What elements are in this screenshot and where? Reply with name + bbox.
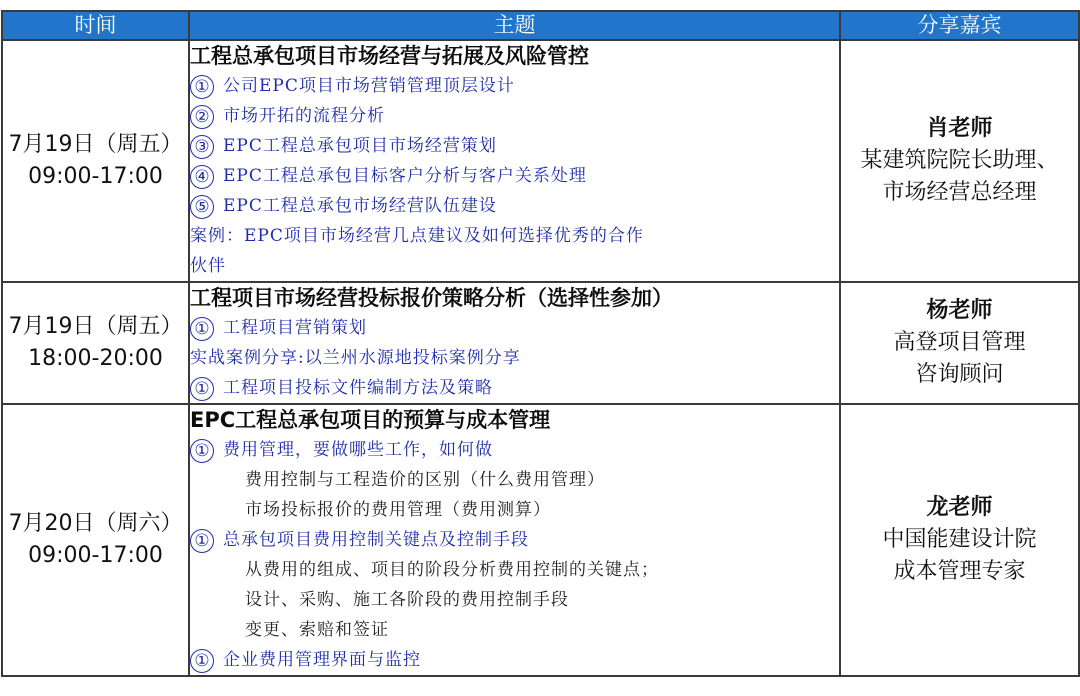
session-time-cell [2,404,189,676]
session-date: 7月19日（周五） [8,314,183,339]
topic-item [190,101,839,131]
item-text: 费用控制与工程造价的区别（什么费用管理） [245,470,605,490]
topic-item [190,525,839,555]
topic-item [190,343,839,373]
item-text: 费用管理，要做哪些工作，如何做 [223,440,493,460]
session-hours: 18:00-20:00 [28,346,163,371]
topic-item [190,71,839,101]
session-date: 7月19日（周五） [8,132,183,157]
header-row [2,11,1079,40]
item-number-marker: ① [190,377,214,401]
session-date: 7月20日（周六） [8,511,183,536]
topic-item [190,251,839,281]
session-hours: 09:00-17:00 [28,543,163,568]
item-number-marker: ③ [190,135,214,159]
item-text: 市场投标报价的费用管理（费用测算） [245,500,551,520]
speaker-title-line-2: 咨询顾问 [915,362,1004,387]
topic-item [190,645,839,675]
item-number-marker: ① [190,317,214,341]
topic-item [190,191,839,221]
item-text: 实战案例分享:以兰州水源地投标案例分享 [190,348,521,368]
item-number-marker: ① [190,75,214,99]
topic-item [190,161,839,191]
session-topic-cell [189,282,840,404]
topic-item [190,585,839,615]
item-text: 从费用的组成、项目的阶段分析费用控制的关键点； [245,560,659,580]
item-text: 伙伴 [190,256,226,276]
session-topic-cell [189,404,840,676]
speaker-title-line-2: 市场经营总经理 [882,180,1037,205]
topic-item [190,131,839,161]
item-text: 市场开拓的流程分析 [223,106,385,126]
speaker-title-line-1: 某建筑院院长助理、 [860,148,1059,173]
topic-item [190,435,839,465]
session-row [2,404,1079,676]
schedule-table [1,10,1080,677]
item-number-marker: ① [190,529,214,553]
topic-item [190,221,839,251]
speaker-name: 杨老师 [926,298,993,323]
item-text: EPC工程总承包目标客户分析与客户关系处理 [223,166,587,186]
item-number-marker: ② [190,105,214,129]
topic-item [190,373,839,403]
header-speaker: 分享嘉宾 [840,11,1079,40]
session-time-cell [2,282,189,404]
session-title: 工程总承包项目市场经营与拓展及风险管控 [190,44,589,68]
session-speaker-cell [840,282,1079,404]
item-number-marker: ⑤ [190,195,214,219]
session-hours: 09:00-17:00 [28,164,163,189]
topic-item [190,555,839,585]
item-text: 变更、索赔和签证 [245,620,389,640]
item-text: 工程项目投标文件编制方法及策略 [223,378,493,398]
schedule-body [2,40,1079,676]
session-time-cell [2,40,189,282]
session-topic-cell [189,40,840,282]
item-number-marker: ④ [190,165,214,189]
header-topic: 主题 [189,11,840,40]
item-text: 案例：EPC项目市场经营几点建议及如何选择优秀的合作 [190,226,644,246]
session-title: EPC工程总承包项目的预算与成本管理 [190,408,551,432]
topic-item [190,465,839,495]
item-text: 企业费用管理界面与监控 [223,650,421,670]
speaker-title-line-2: 成本管理专家 [893,559,1026,584]
speaker-name: 龙老师 [926,495,993,520]
header-time: 时间 [2,11,189,40]
item-text: EPC工程总承包市场经营队伍建设 [223,196,497,216]
item-text: EPC工程总承包项目市场经营策划 [223,136,497,156]
item-number-marker: ① [190,649,214,673]
session-row [2,40,1079,282]
item-text: 设计、采购、施工各阶段的费用控制手段 [245,590,569,610]
item-text: 总承包项目费用控制关键点及控制手段 [223,530,529,550]
session-speaker-cell [840,404,1079,676]
session-row [2,282,1079,404]
item-number-marker: ① [190,439,214,463]
item-text: 工程项目营销策划 [223,318,367,338]
speaker-name: 肖老师 [926,116,993,141]
topic-item [190,313,839,343]
topic-item [190,495,839,525]
speaker-title-line-1: 中国能建设计院 [882,527,1037,552]
item-text: 公司EPC项目市场营销管理顶层设计 [223,76,515,96]
session-title: 工程项目市场经营投标报价策略分析（选择性参加） [190,286,673,310]
speaker-title-line-1: 高登项目管理 [893,330,1026,355]
topic-item [190,615,839,645]
session-speaker-cell [840,40,1079,282]
